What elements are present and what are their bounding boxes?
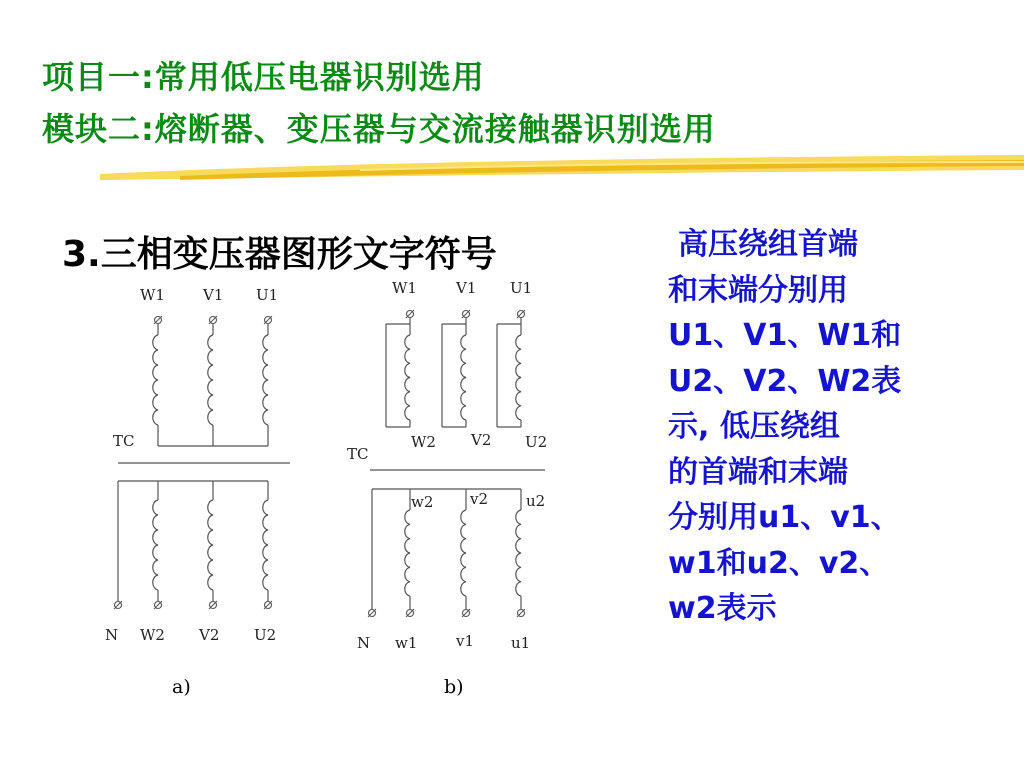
label-a-N: N [105,626,119,644]
label-b-u2: u2 [526,492,546,510]
label-a-TC: TC [113,432,135,450]
terminal-b-secondary [406,609,414,617]
description-line: 示, 低压绕组 [668,409,840,444]
label-a-W1: W1 [140,286,165,304]
section-heading: 3.三相变压器图形文字符号 [62,234,497,275]
terminal-a-secondary [154,601,162,609]
terminal-b-secondary [462,609,470,617]
label-b-v2: v2 [470,490,489,508]
description-line: U1、V1、W1和 [668,318,902,353]
label-a-U1: U1 [256,286,279,304]
primary-winding-coil [516,335,521,420]
module-title: 模块二:熔断器、变压器与交流接触器识别选用 [42,110,716,148]
primary-winding-coil [461,335,466,420]
terminal-a-primary [264,316,272,324]
terminal-a-primary [154,316,162,324]
label-a-U2: U2 [254,626,277,644]
terminal-b-primary [517,310,525,318]
description-line: 和末端分别用 [668,272,848,308]
description-line: 的首端和末端 [668,454,848,490]
terminal-b-primary [406,310,414,318]
secondary-winding-coil [405,510,410,596]
label-b-W1: W1 [392,279,417,297]
label-b-v1: v1 [456,632,475,650]
secondary-winding-coil [208,500,213,590]
secondary-winding-coil [263,500,268,590]
label-b-V1: V1 [456,279,477,297]
label-b-V2: V2 [471,431,492,449]
primary-winding-coil [263,335,268,425]
label-a-V2: V2 [199,626,220,644]
label-b-U2: U2 [525,433,548,451]
primary-winding-coil [153,335,158,425]
terminal-b-primary [462,310,470,318]
terminal-a-secondary [264,601,272,609]
description-line: 高压绕组首端 [678,227,858,262]
description-line: w2表示 [668,591,777,626]
label-b-TC: TC [347,445,369,463]
terminal-a-secondary [209,601,217,609]
terminal-b-secondary [517,609,525,617]
description-line: w1和u2、v2、 [668,545,890,581]
label-b-w2: w2 [411,493,434,511]
label-b-W2: W2 [411,433,436,451]
primary-winding-coil [208,335,213,425]
terminal-a-neutral [114,601,122,609]
caption-b: b) [444,676,464,698]
description-line: 分别用u1、v1、 [668,500,901,535]
label-b-U1: U1 [510,279,533,297]
label-b-N: N [357,634,371,652]
terminal-b-neutral [368,609,376,617]
project-title: 项目一:常用低压电器识别选用 [42,58,485,96]
primary-winding-coil [405,335,410,420]
label-b-u1: u1 [511,634,531,652]
diagram-coils [153,335,521,596]
secondary-winding-coil [153,500,158,590]
diagram-wires [118,318,548,609]
label-a-V1: V1 [203,286,224,304]
secondary-winding-coil [461,510,466,596]
secondary-winding-coil [516,510,521,596]
label-a-W2: W2 [140,626,165,644]
label-b-w1: w1 [395,634,418,652]
caption-a: a) [172,676,191,698]
description-line: U2、V2、W2表 [668,363,902,399]
terminal-a-primary [209,316,217,324]
